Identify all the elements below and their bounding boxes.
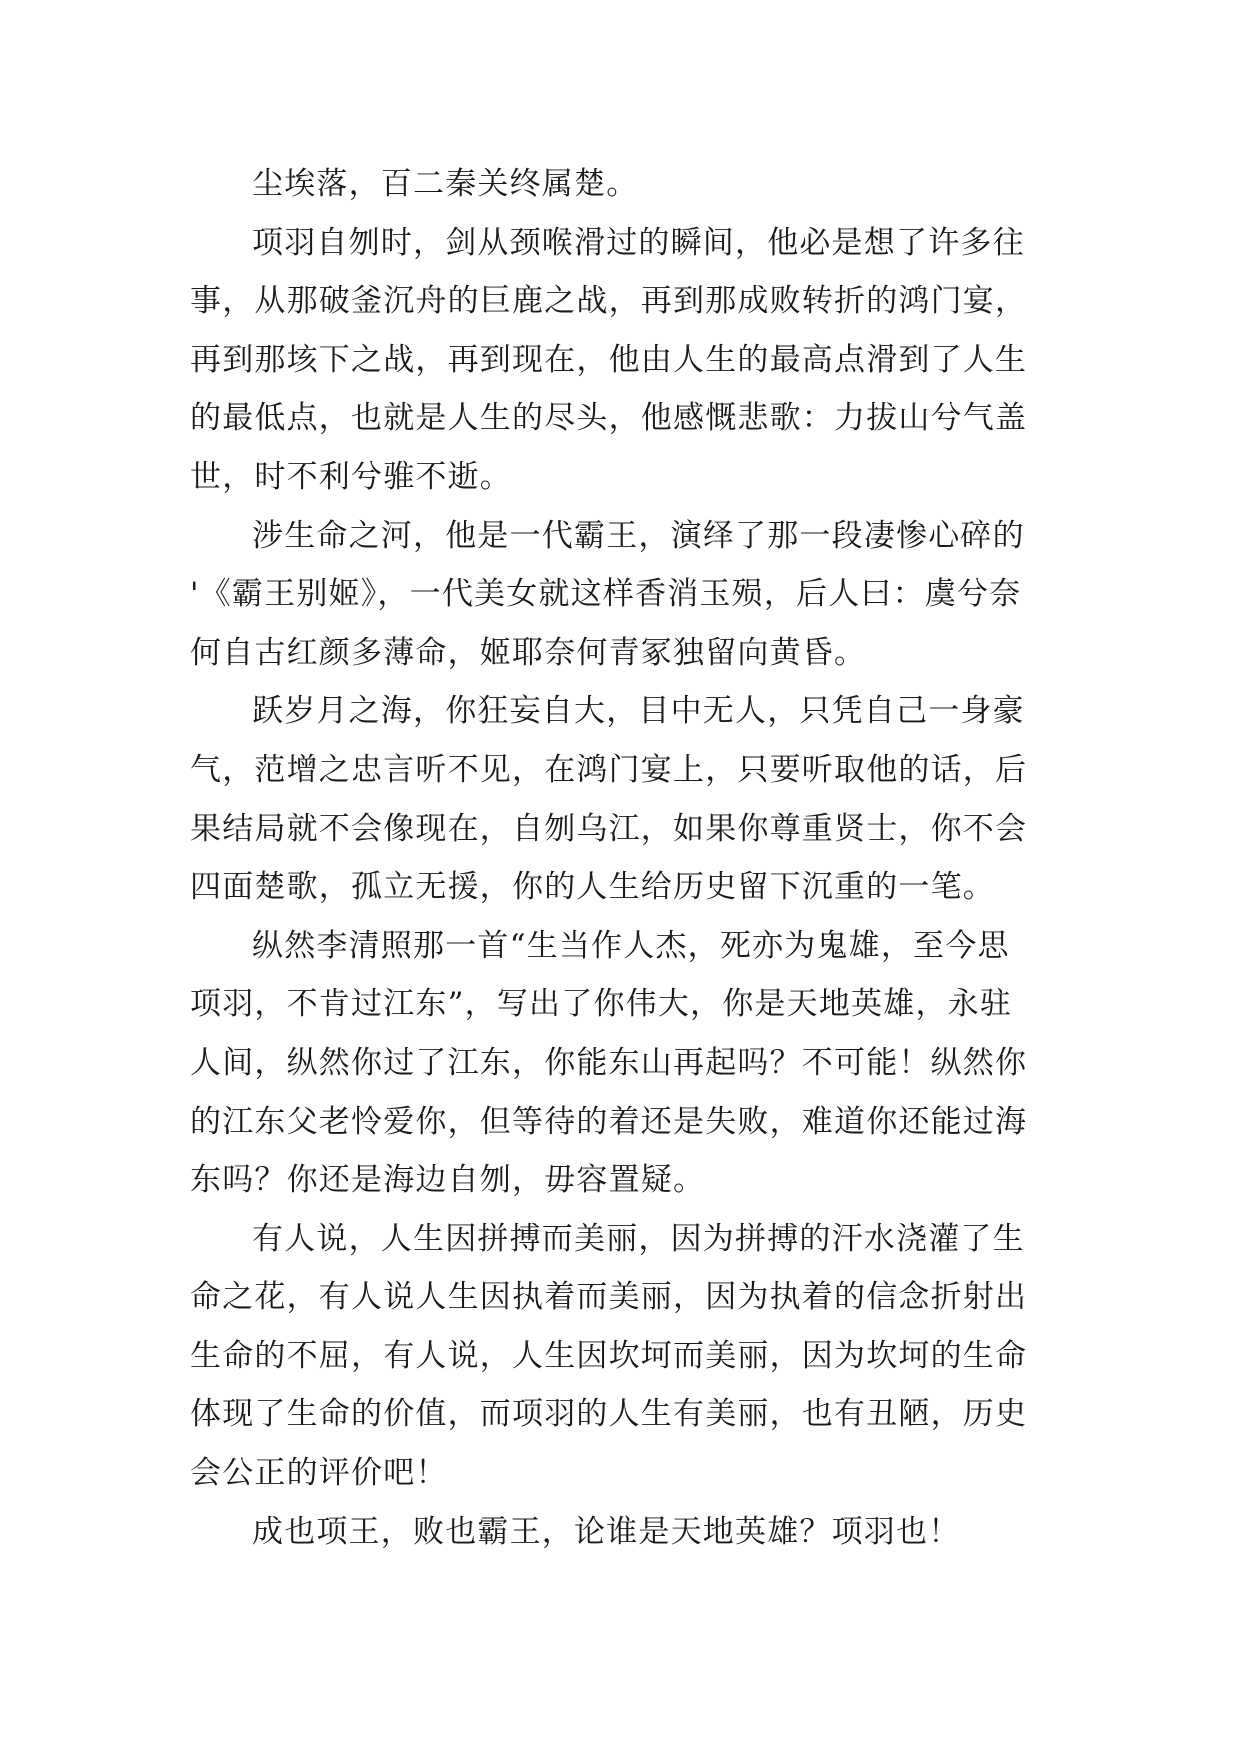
essay-body [190, 155, 1052, 1561]
paragraph: 尘埃落，百二秦关终属楚。 [252, 166, 639, 202]
paragraph: 成也项王，败也霸王，论谁是天地英雄？项羽也！ [252, 1513, 961, 1550]
paragraph: 项羽自刎时，剑从颈喉滑过的瞬间，他必是想了许多往 事，从那破釜沉舟的巨鹿之战，再到那成败转折的鸿门宴， 再到那垓下之战，再到现在，他由人生的最高点滑到了人生 的最低点，也就是人生的尽头，他感慨悲歌：力拔山兮气盖 世，时不利兮骓不逝。 [190, 224, 1028, 495]
paragraph: 纵然李清照那一首“生当作人杰，死亦为鬼雄，至今思 项羽，不肯过江东”，写出了你伟大，你是天地英雄，永驻 人间，纵然你过了江东，你能东山再起吗？不可能！纵然你 的江东父老怜爱你，但等待的着还是失败，难道你还能过海 东吗？你还是海边自刎，毋容置疑。 [190, 927, 1028, 1199]
paragraph: 跃岁月之海，你狂妄自大，目中无人，只凭自己一身豪 气，范增之忠言听不见，在鸿门宴上，只要听取他的话，后 果结局就不会像现在，自刎乌江，如果你尊重贤士，你不会 四面楚歌，孤立无援，你的人生给历史留下沉重的一笔。 [190, 693, 1028, 906]
paragraph: 涉生命之河，他是一代霸王，演绎了那一段凄惨心碎的 '《霸王别姬》，一代美女就这样香消玉殒，后人曰：虞兮奈 何自古红颜多薄命，姬耶奈何青冢独留向黄昏。 [190, 517, 1025, 671]
paragraph: 有人说，人生因拼搏而美丽，因为拼搏的汗水浇灌了生 命之花，有人说人生因执着而美丽，因为执着的信念折射出 生命的不屈，有人说，人生因坎坷而美丽，因为坎坷的生命 体现了生命的价值，而项羽的人生有美丽，也有丑陋，历史 会公正的评价吧！ [190, 1220, 1028, 1492]
